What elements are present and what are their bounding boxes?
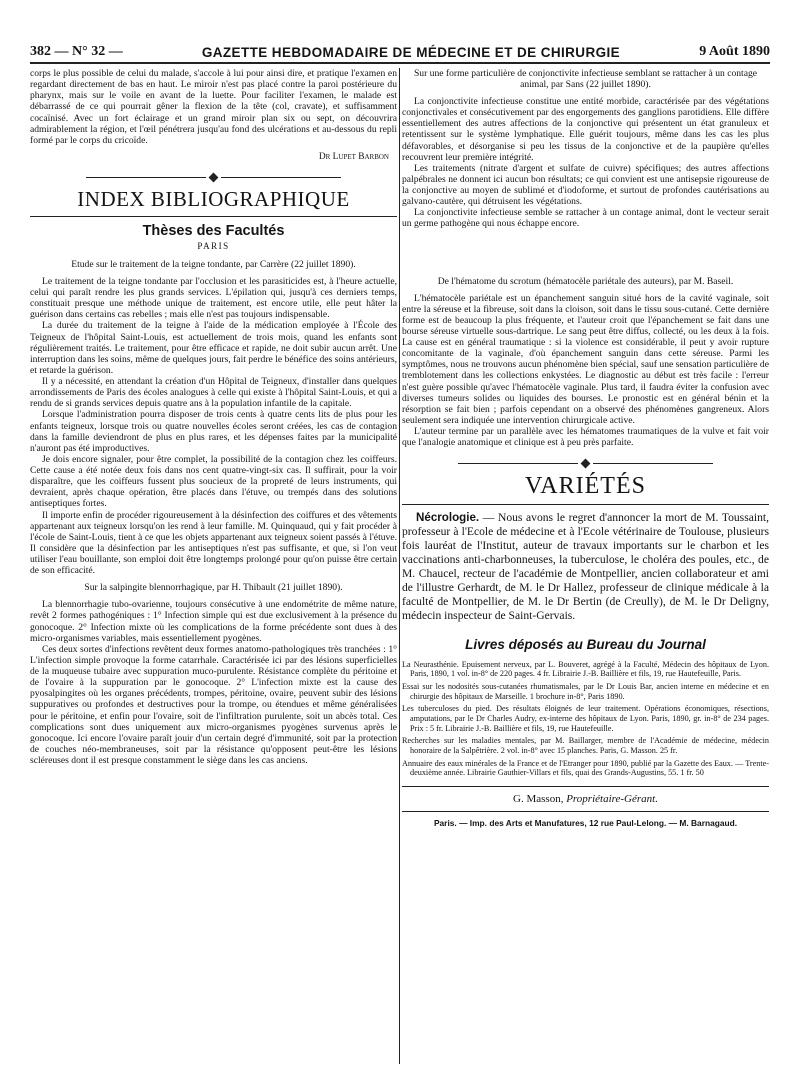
running-header — [30, 34, 770, 64]
livres-heading: Livres déposés au Bureau du Journal — [465, 636, 706, 652]
conjonctivite-paragraph: La conjonctivite infectieuse semble se rattacher à un contage animal, dont le vecteur serait un germe pathogène qui nous échappe encore. — [402, 207, 769, 230]
teigne-article-title: Etude sur le traitement de la teigne tondante, par Carrère (22 juillet 1890). — [71, 258, 356, 270]
intro-paragraph: corps le plus possible de celui du malade, s'accole à lui pour ainsi dire, et pratique l'examen en regardant directement de bas en haut. Le miroir n'est pas placé contre la paroi postérieure du pharynx, mais sur le voile en avant de la luette. Pour faciliter l'examen, le malade est débarrassé de ce qui pourrait gêner la flexion de la tête (col, cravate), et suffisamment cocaïnisé. Avec un fort éclairage et un grand miroir plan six ou sept, on découvrira admirablement la région, et l'œil pénétrera jusqu'au fond des ulcérations et au-dessous du repli formé par le corps du cricoïde. — [30, 68, 397, 146]
author-signature: Dr Lupet Barbon — [318, 151, 389, 162]
page-number: 382 — N° 32 — — [30, 44, 123, 59]
journal-page — [30, 34, 770, 1074]
book-entry: Annuaire des eaux minérales de la France et de l'Etranger pour 1890, publié par la Gazette des Eaux. — Trente-deuxième année. Librairie Gauthier-Villars et fils, quai des Grands-Augustins, 55. 1 fr. 50 — [402, 758, 769, 778]
conjonctivite-article-title: Sur une forme particulière de conjonctivite infectieuse semblant se rattacher à un contage animal, par Sans (22 juillet 1890). — [413, 68, 758, 91]
hematome-article-title: De l'hématome du scrotum (hématocèle pariétale des auteurs), par M. Baseil. — [437, 275, 734, 287]
divider-line — [86, 177, 206, 178]
teigne-paragraph: Je dois encore signaler, pour être complet, la possibilité de la contagion chez les coiffeurs. Cette cause a été notée deux fois dans nos cent quatre-vingt-six cas. Il suffirait, pour la voir disparaître, que les coiffeurs fussent plus soucieux de la propreté de leurs instruments, qui devraient, après chaque opération, être placés dans l'étuve, ou trempés dans des solutions antiseptiques fortes. — [30, 453, 397, 510]
conjonctivite-paragraph: Les traitements (nitrate d'argent et sulfate de cuivre) spécifiques; des autres affections palpébrales ne donnent ici aucun bon résultats; ce qui convient est une antisepsie rigoureuse de la conjonctive au moyen de sublimé et d'iodoforme, et surtout de profondes cautérisations au galvano-cautère, qui détruisent les végétations. — [402, 162, 769, 208]
divider-line — [593, 463, 713, 464]
right-column — [402, 68, 769, 1064]
salpingite-article-title: Sur la salpingite blennorrhagique, par H. Thibault (21 juillet 1890). — [84, 582, 343, 594]
varietes-title: VARIÉTÉS — [525, 473, 646, 500]
hematome-paragraph: L'hématocèle pariétale est un épanchement sanguin situé hors de la cavité vaginale, soit entre la séreuse et la fibreuse, soit dans la cloison, soit dans le tissu sous-cutané. Cette dernière forme est de beaucoup la plus fréquente, et l'auteur croit que l'épanchement se fait dans une bourse séreuse virtuelle sous-dartrique. Le sang peut être diffus, collecté, ou les deux à la fois. La cause est en général traumatique : si la violence est considérable, il peut y avoir rupture concomitante de la vaginale, d'où épanchement sanguin dans cette séreuse. Parmi les symptômes, nous ne trouvons aucun phénomène bien spécial, sauf une sensation particulière de tremblotement dans les collections enkystées. Le diagnostic au début est très facile : l'erreur n'est guère possible qu'avec l'hématocèle vaginale. Plus tard, il faudra éviter la confusion avec diverses tumeurs solides ou liquides des bourses. Le pronostic est en général bénin et la résorption se fait bien ; parfois cependant on a observé des phénomènes gangreneux. Alors seulement sera indiquée une intervention chirurgicale active. — [402, 292, 769, 426]
left-column — [30, 68, 397, 1064]
title-rule — [30, 216, 397, 217]
city-label: PARIS — [197, 240, 230, 251]
divider-line — [458, 463, 578, 464]
publisher-role: Propriétaire-Gérant. — [566, 792, 658, 805]
printer-imprint: Paris. — Imp. des Arts et Manufatures, 12 rue Paul-Lelong. — M. Barnagaud. — [433, 817, 738, 828]
publisher-name: G. Masson, — [513, 792, 564, 805]
title-rule — [402, 504, 769, 505]
necrologie-paragraph — [402, 511, 769, 622]
salpingite-paragraph: La blennorrhagie tubo-ovarienne, toujours consécutive à une endométrite de même nature, revêt 2 formes pathogéniques : 1° Infection simple qui est due exclusivement à la présence du gonocoque. 2° Infection mixte où les complications de la forme précédente sont dues à des micro-organismes variables, mais essentiellement pyogènes. — [30, 599, 397, 644]
two-column-body — [30, 68, 770, 1064]
necrologie-text: — Nous avons le regret d'annoncer la mort de M. Toussaint, professeur à l'Ecole de médecine et à l'Ecole vétérinaire de Toulouse, plusieurs fois lauréat de l'Institut, auteur de travaux importants sur le charbon et les vaccinations anti-charbonneuses, la tuberculose, le choléra des poules, etc., de M. Chaucel, recteur de l'académie de Montpellier, ancien collaborateur et ami de l'illustre Gerhardt, de M. le Dr Hallez, professeur de clinique médicale à la faculté de Montpellier, de M. le Dr Bertin (de Creully), de M. le Dr Deligny, médecin inspecteur de Saint-Gervais. — [402, 511, 769, 622]
teigne-paragraph: Lorsque l'administration pourra disposer de trois cents à quatre cents lits de plus pour les enfants teigneux, lorsque trois ou quatre nouvelles écoles seront créées, les cas de contagion dans la famille deviendront de plus en plus rares, et les dépenses faites par la municipalité n'auront pas été improductives. — [30, 409, 397, 454]
publisher-line — [402, 786, 769, 812]
teigne-paragraph: Il importe enfin de procéder rigoureusement à la désinfection des coiffures et des vêtements appartenant aux teigneux lorsqu'on les rend à leur famille. M. Quinquaud, qui y fait procéder à l'école de Saint-Louis, tient à ce que les objets appartenant aux teigneux soient passés à l'étuve. Il considère que la désinfection par les antiseptiques n'est pas suffisante, et que, si l'on veut utiliser l'eau bouillante, son emploi doit être longtemps prolongé pour qu'on puisse être certain de son efficacité. — [30, 509, 397, 577]
book-entry: Les tuberculoses du pied. Des résultats éloignés de leur traitement. Opérations économiques, résections, amputations, par le Dr Charles Audry, ex-interne des hôpitaux de Lyon. Paris, 1890, gr. in-8° de 234 pages. Prix : 5 fr. Librairie J.-B. Baillière et fils, 19, rue Hautefeuille. — [402, 704, 769, 733]
diamond-ornament-icon — [209, 172, 219, 182]
book-entry: Essai sur les nodosités sous-cutanées rhumatismales, par le Dr Louis Bar, ancien interne en médecine et en chirurgie des hôpitaux de Marseille. 1 brochure in-8°, Paris 1890. — [402, 681, 769, 701]
theses-heading: Thèses des Facultés — [142, 222, 285, 239]
teigne-paragraph: Le traitement de la teigne tondante par l'occlusion et les parasiticides est, à l'heure actuelle, celui qui paraît rendre les plus grands services. L'épilation qui, jusqu'à ces derniers temps, constituait presque une méthode unique de traitement, est encore utile, elle peut hâter la guérison dans certains cas rebelles ; mais elle n'est pas toujours indispensable. — [30, 275, 397, 321]
hematome-paragraph: L'auteur termine par un parallèle avec les hématomes traumatiques de la vulve et fait voir que l'analogie anatomique et clinique est à peu près parfaite. — [402, 426, 769, 449]
blank-space — [402, 230, 769, 270]
divider-line — [221, 177, 341, 178]
section-divider — [30, 174, 397, 181]
diamond-ornament-icon — [581, 459, 591, 469]
book-entry: Recherches sur les maladies mentales, par M. Baillarger, membre de l'Académie de médecine, médecin honoraire de la Salpêtrière. 2 vol. in-8° avec 15 planches. Paris, G. Masson. 25 fr. — [402, 736, 769, 755]
section-divider — [402, 460, 769, 467]
journal-title: GAZETTE HEBDOMADAIRE DE MÉDECINE ET DE CHIRURGIE — [201, 45, 621, 60]
necrologie-label: Nécrologie. — [416, 511, 480, 525]
issue-date: 9 Août 1890 — [699, 44, 770, 59]
salpingite-paragraph: Ces deux sortes d'infections revêtent deux formes anatomo-pathologiques très tranchées : 1° L'infection simple provoque la forme catarrhale. Caractérisée ici par des lésions superficielles de la muqueuse tubaire avec suppuration muco-purulente. Résistance complète du péritoine et de l'ovaire à la suppuration par le gonocoque. 2° L'infection mixte est la cause des pyosalpingites où les organes précédents, trompes, péritoine, ovaire, peuvent subir des lésions suppuratives ou profondes et destructives pour la trompe, ou étendues et même généralisées pour le péritoine, et enfin pour l'ovaire, soit de l'infiltration purulente, soit un abcès total. Ces complications sont dues uniquement aux micro-organismes pyogènes survenus après le gonocoque. Ici encore l'ovaire paraît jouir d'un certain degré d'immunité, soit par la protection de couches néo-membraneuses, soit par la résistance qu'opposent peut-être les lésions scléreuses dont il est presque constamment le siège dans les cas anciens. — [30, 643, 397, 767]
index-title: INDEX BIBLIOGRAPHIQUE — [77, 186, 350, 211]
teigne-paragraph: Il y a nécessité, en attendant la création d'un Hôpital de Teigneux, d'installer dans quelques arrondissements de Paris des écoles analogues à celle qui existe à l'hôpital Saint-Louis, et qui a rendu de si grands services depuis quatre ans à la population infantile de la capitale. — [30, 376, 397, 410]
conjonctivite-paragraph: La conjonctivite infectieuse constitue une entité morbide, caractérisée par des végétations conjonctivales et consécutivement par des engorgements des ganglions parotidiens. Elle diffère essentiellement des autres affections de la conjonctive qui présentent un état granuleux et retentissent sur le système lymphatique. Elle guérit toujours, même dans les cas les plus défavorables, et désorganise si peu les tissus de la conjonctive et de la paupière qu'elles recouvrent leur première intégrité. — [402, 96, 769, 163]
column-rule — [399, 68, 400, 1064]
teigne-paragraph: La durée du traitement de la teigne à l'aide de la médication employée à l'École des Teigneux de l'hôpital Saint-Louis, est actuellement de trois mois, quand les enfants sont régulièrement traités. Le traitement, pour être efficace et rapide, ne doit subir aucun arrêt. Une interruption dans les soins, même de quelques jours, fait perdre le bénéfice des soins antérieurs, et retarde la guérison. — [30, 320, 397, 376]
book-entry: La Neurasthénie. Epuisement nerveux, par L. Bouveret, agrégé à la Faculté, Médecin des hôpitaux de Lyon. Paris, 1890, 1 vol. in-8° de 220 pages. 4 fr. Librairie J.-B. Baillière et fils, 19, rue Hautefeuille, Paris. — [402, 659, 769, 679]
